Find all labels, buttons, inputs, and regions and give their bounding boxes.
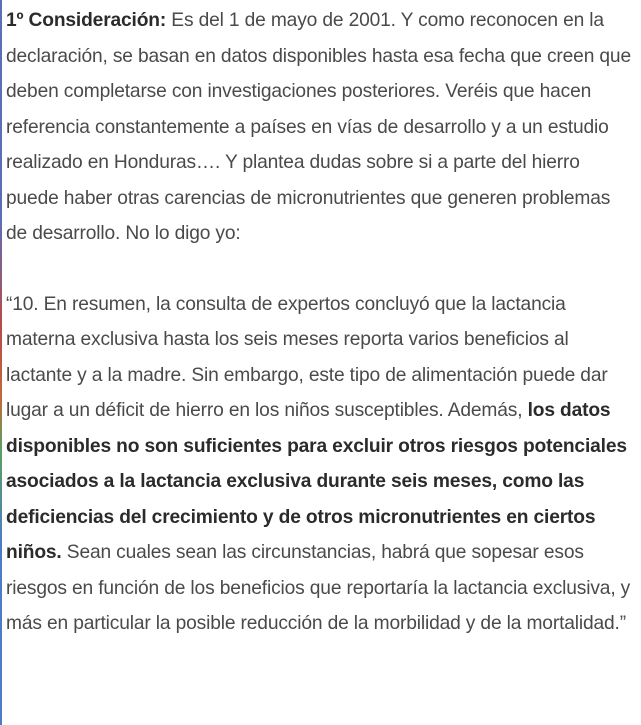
quote-text-after: Sean cuales sean las circunstancias, habrá que sopesar esos riesgos en función de los beneficios que reportaría la lactancia exclusiva, y más en particular la posible reducción de la morbilidad y de la mortalidad.” [6, 542, 631, 634]
consideration-paragraph [6, 3, 636, 252]
article-body [6, 0, 636, 677]
consideration-text: Es del 1 de mayo de 2001. Y como reconocen en la declaración, se basan en datos disponibles hasta esa fecha que creen que deben completarse con investigaciones posteriores. Veréis que hacen referencia constantemente a países en vías de desarrollo y a un estudio realizado en Honduras…. Y plantea dudas sobre si a parte del hierro puede haber otras carencias de micronutrientes que generen problemas de desarrollo. No lo digo yo: [6, 10, 631, 244]
quote-bold-text: los datos disponibles no son suficientes para excluir otros riesgos potenciales asociados a la lactancia exclusiva durante seis meses, como las deficiencias del crecimiento y de otros micronutrientes en ciertos niños. [6, 400, 627, 563]
left-accent-bar [0, 0, 2, 725]
quote-text-before: “10. En resumen, la consulta de expertos concluyó que la lactancia materna exclusiva hasta los seis meses reporta varios beneficios al lactante y a la madre. Sin embargo, este tipo de alimentación puede dar lugar a un déficit de hierro en los niños susceptibles. Además, [6, 293, 608, 421]
quote-paragraph [6, 287, 636, 642]
consideration-label: 1º Consideración: [6, 10, 167, 31]
